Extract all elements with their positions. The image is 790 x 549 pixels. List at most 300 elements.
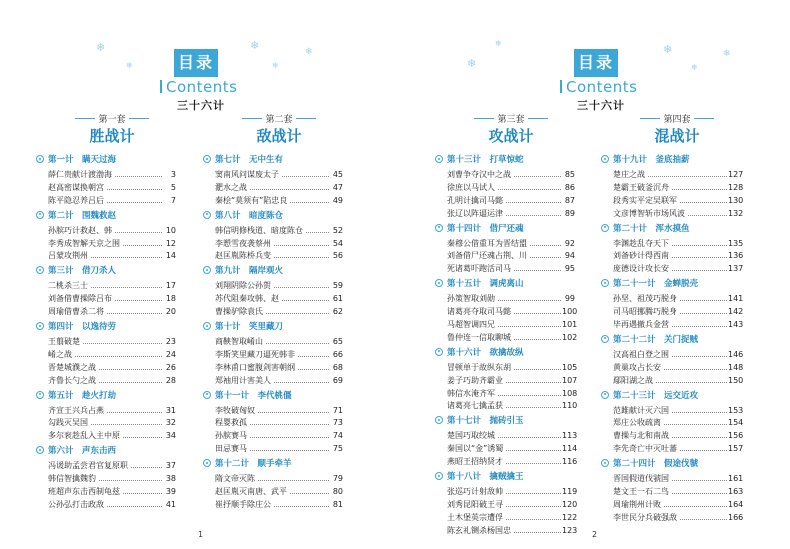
entry-page-number: 142: [728, 307, 744, 317]
entry-page-number: 79: [330, 474, 343, 484]
entry-page-number: 123: [562, 525, 578, 535]
set-title: 混战计: [654, 127, 700, 145]
entry-title: 庞德设计攻长安: [613, 264, 669, 274]
entry-title: 晋国假道伐虢国: [613, 474, 669, 484]
toc-entry[interactable]: [36, 170, 176, 180]
toc-entry[interactable]: [435, 307, 578, 317]
right-page: [395, 0, 790, 549]
toc-column: [601, 114, 744, 526]
set-label: [447, 114, 575, 126]
snowflake-icon: ❄: [305, 47, 313, 57]
entry-page-number: 28: [163, 376, 176, 386]
entry-title: 孔明计擒司马懿: [447, 195, 503, 205]
entry-page-number: 110: [562, 401, 578, 411]
toc-entry[interactable]: [601, 362, 744, 373]
snowflake-icon: ❄: [723, 49, 731, 59]
toc-entry[interactable]: [36, 307, 176, 317]
entry-page-number: 154: [728, 418, 744, 428]
toc-entry[interactable]: [435, 239, 575, 249]
toc-entry[interactable]: [203, 251, 343, 261]
chapter-heading[interactable]: [601, 222, 741, 236]
toc-entry[interactable]: [203, 294, 343, 304]
entry-page-number: 26: [163, 363, 176, 373]
entry-page-number: 62: [330, 307, 343, 317]
entry-title: 鲁仲连一信取聊城: [447, 332, 511, 342]
chapter-heading[interactable]: [203, 264, 343, 278]
entry-title: 汉高祖白登之围: [613, 349, 669, 359]
entry-title: 韩信明修栈道、暗度陈仓: [215, 225, 303, 235]
chapter-title: 第六计 声东击西: [48, 446, 117, 457]
toc-entry[interactable]: [601, 375, 744, 386]
toc-entry[interactable]: [601, 418, 744, 428]
toc-entry[interactable]: [435, 251, 575, 261]
toc-entry[interactable]: [203, 376, 343, 386]
chapter-heading[interactable]: [435, 414, 575, 428]
entry-page-number: 119: [562, 487, 578, 497]
toc-entry[interactable]: [435, 499, 578, 510]
page-number: 1: [198, 530, 204, 539]
entry-page-number: 116: [562, 457, 578, 467]
toc-entry[interactable]: [203, 363, 343, 373]
page-number: 2: [592, 530, 598, 539]
book-title: 三十六计: [177, 99, 225, 112]
bullet-icon: [36, 211, 44, 219]
entry-page-number: 3: [163, 170, 176, 180]
bullet-icon: [435, 224, 443, 232]
entry-page-number: 14: [163, 251, 176, 261]
entry-title: 吕蒙攻荆州: [48, 251, 88, 261]
entry-title: 刘翔阴除公孙贺: [215, 281, 271, 291]
bullet-icon: [36, 155, 44, 163]
toc-entry[interactable]: [435, 209, 575, 219]
entry-title: 郑袖用计害美人: [215, 375, 271, 385]
entry-page-number: 102: [562, 332, 578, 342]
bullet-icon: [601, 335, 609, 343]
toc-entry[interactable]: [203, 170, 343, 180]
chapter-heading[interactable]: [203, 320, 343, 334]
toc-entry[interactable]: [36, 418, 176, 428]
entry-title: 李先奇亡中灭吐蕃: [613, 444, 677, 454]
toc-entry[interactable]: [601, 320, 744, 330]
entry-page-number: 95: [562, 264, 575, 274]
entry-page-number: 74: [330, 431, 343, 441]
toc-entry[interactable]: [36, 196, 176, 206]
toc-entry[interactable]: [435, 512, 578, 523]
book-title: 三十六计: [577, 99, 625, 112]
toc-entry[interactable]: [36, 406, 176, 416]
entry-title: 黄巢攻占长安: [613, 362, 661, 372]
entry-title: 徐庶以马试人: [447, 182, 495, 192]
toc-entry[interactable]: [36, 461, 176, 471]
toc-entry[interactable]: [203, 474, 343, 484]
toc-entry[interactable]: [203, 500, 343, 510]
toc-entry[interactable]: [203, 183, 343, 193]
entry-title: 多尔衮趁乱入主中原: [48, 431, 120, 441]
toc-entry[interactable]: [601, 238, 744, 249]
toc-entry[interactable]: [203, 196, 343, 206]
snowflake-icon: ❄: [272, 61, 279, 70]
toc-entry[interactable]: [36, 239, 176, 249]
toc-entry[interactable]: [203, 281, 343, 291]
bullet-icon: [36, 391, 44, 399]
toc-entry[interactable]: [36, 337, 176, 347]
chapter-heading[interactable]: [435, 222, 575, 236]
chapter-title: 第二十一计 金蝉脱壳: [613, 279, 699, 290]
chapter-heading[interactable]: [36, 209, 176, 223]
toc-entry[interactable]: [601, 405, 744, 416]
toc-entry[interactable]: [435, 444, 578, 454]
entry-title: 窦南风问谋废太子: [215, 170, 279, 179]
entry-title: 曹操与北和南战: [613, 431, 669, 441]
contents-label: Contents: [160, 78, 260, 96]
toc-entry[interactable]: [203, 487, 343, 497]
toc-entry[interactable]: [601, 307, 744, 317]
entry-title: 陈平隐忍养吕后: [48, 195, 104, 205]
toc-column: [435, 114, 578, 539]
entry-title: 文彦博智斩市场风波: [613, 208, 685, 218]
entry-page-number: 45: [330, 170, 343, 180]
bullet-icon: [435, 472, 443, 480]
chapter-heading[interactable]: [601, 457, 741, 471]
snowflake-icon: ❄: [663, 43, 673, 56]
entry-page-number: 148: [728, 362, 744, 372]
entry-title: 赵匡胤灭南唐、武平: [215, 487, 287, 497]
chapter-heading[interactable]: [435, 470, 575, 484]
entry-page-number: 114: [562, 444, 578, 454]
bullet-icon: [36, 266, 44, 274]
chapter-heading[interactable]: [435, 346, 575, 360]
entry-page-number: 10: [163, 226, 176, 236]
entry-page-number: 12: [163, 239, 176, 249]
entry-page-number: 20: [163, 307, 176, 317]
toc-entry[interactable]: [203, 418, 343, 428]
toc-entry[interactable]: [36, 251, 176, 261]
entry-title: 孙膑赛马: [215, 431, 247, 441]
entry-title: 司马昭挪腾巧脱身: [613, 307, 677, 317]
entry-title: 班超声东击西制龟兹: [48, 487, 120, 497]
toc-entry[interactable]: [601, 264, 744, 274]
entry-page-number: 100: [562, 307, 578, 317]
snowflake-icon: ❄: [691, 63, 698, 72]
entry-title: 李愬雪夜袭蔡州: [215, 238, 271, 248]
entry-title: 齐宣王兴兵占燕: [48, 405, 104, 415]
toc-entry[interactable]: [435, 320, 578, 330]
entry-page-number: 69: [330, 376, 343, 386]
chapter-heading[interactable]: [36, 153, 176, 167]
chapter-title: 第十三计 打草惊蛇: [447, 155, 524, 165]
toc-entry[interactable]: [36, 500, 176, 510]
entry-page-number: 7: [163, 196, 176, 206]
toc-entry[interactable]: [435, 196, 575, 206]
set-title: 胜战计: [89, 127, 135, 145]
entry-page-number: 136: [728, 251, 744, 261]
chapter-heading[interactable]: [36, 389, 176, 403]
entry-page-number: 31: [163, 406, 176, 416]
chapter-title: 第四计 以逸待劳: [48, 322, 117, 333]
entry-title: 楚庄之战: [613, 170, 645, 179]
entry-title: 王翦破楚: [48, 337, 80, 347]
chapter-heading[interactable]: [601, 333, 741, 347]
entry-title: 张巡巧计射敌帅: [447, 487, 503, 497]
toc-header: [550, 36, 660, 126]
chapter-heading[interactable]: [203, 457, 343, 471]
toc-entry[interactable]: [435, 332, 578, 343]
toc-entry[interactable]: [435, 294, 575, 304]
chapter-heading[interactable]: [203, 389, 343, 403]
toc-entry[interactable]: [601, 251, 744, 261]
chapter-title: 第十一计 李代桃僵: [215, 390, 292, 401]
toc-entry[interactable]: [203, 307, 343, 317]
toc-entry[interactable]: [601, 512, 744, 523]
chapter-title: 第十二计 顺手牵羊: [215, 459, 292, 470]
entry-page-number: 54: [330, 239, 343, 249]
entry-page-number: 157: [728, 444, 744, 454]
toc-entry[interactable]: [36, 294, 176, 304]
entry-title: 二桃杀三士: [48, 281, 88, 291]
toc-entry[interactable]: [36, 474, 176, 484]
entry-page-number: 127: [728, 170, 744, 179]
toc-entry[interactable]: [601, 474, 744, 484]
entry-page-number: 101: [562, 320, 578, 330]
toc-entry[interactable]: [601, 444, 744, 454]
entry-title: 张辽以阵逼运津: [447, 208, 503, 218]
toc-title: 目录: [574, 49, 618, 77]
toc-entry[interactable]: [36, 350, 176, 360]
entry-title: 韩信智擒魏豹: [48, 474, 96, 484]
toc-entry[interactable]: [36, 281, 176, 291]
chapter-title: 第十六计 欲擒故纵: [447, 347, 524, 358]
toc-entry[interactable]: [203, 239, 343, 249]
toc-entry[interactable]: [203, 431, 343, 441]
toc-entry[interactable]: [36, 363, 176, 373]
toc-entry[interactable]: [601, 195, 744, 206]
toc-entry[interactable]: [203, 406, 343, 416]
chapter-title: 第十八计 擒贼擒王: [447, 472, 524, 483]
entry-page-number: 66: [330, 350, 343, 360]
chapter-heading[interactable]: [203, 209, 343, 223]
entry-title: 崔抒顺手除庄公: [215, 499, 271, 509]
entry-page-number: 135: [728, 238, 744, 248]
toc-entry[interactable]: [36, 376, 176, 386]
toc-entry[interactable]: [435, 431, 578, 441]
entry-page-number: 37: [163, 461, 176, 471]
chapter-heading[interactable]: [435, 153, 575, 167]
entry-page-number: 130: [728, 195, 744, 205]
toc-entry[interactable]: [435, 362, 578, 373]
chapter-heading[interactable]: [36, 320, 176, 334]
chapter-heading[interactable]: [203, 153, 343, 167]
toc-entry[interactable]: [601, 431, 744, 441]
chapter-heading[interactable]: [601, 389, 741, 403]
toc-entry[interactable]: [601, 294, 744, 304]
chapter-heading[interactable]: [36, 444, 176, 458]
set-title: 攻战计: [488, 127, 534, 145]
entry-title: 赵高密谋换朝宫: [48, 182, 104, 192]
entry-title: 秦穆公借重耳为晋结盟: [447, 238, 527, 248]
bullet-icon: [203, 266, 211, 274]
toc-entry[interactable]: [203, 226, 343, 236]
entry-page-number: 56: [330, 251, 343, 261]
entry-title: 郑庄公收疏离: [613, 418, 661, 428]
chapter-heading[interactable]: [435, 277, 575, 291]
entry-page-number: 65: [330, 337, 343, 347]
entry-page-number: 75: [330, 444, 343, 454]
entry-title: 楚国巧取绞城: [447, 431, 495, 441]
chapter-title: 第三计 借刀杀人: [48, 266, 117, 277]
entry-title: 隋文帝灭陈: [215, 474, 255, 484]
entry-page-number: 128: [728, 182, 744, 192]
entry-page-number: 85: [562, 170, 575, 180]
snowflake-icon: ❄: [250, 39, 260, 52]
toc-entry[interactable]: [435, 457, 578, 467]
toc-entry[interactable]: [36, 226, 176, 236]
bullet-icon: [435, 416, 443, 424]
set-label: [613, 114, 741, 126]
chapter-title: 第十九计 釜底抽薪: [613, 155, 690, 165]
entry-page-number: 39: [163, 487, 176, 497]
entry-page-number: 61: [330, 294, 343, 304]
entry-page-number: 41: [163, 500, 176, 510]
entry-page-number: 24: [163, 350, 176, 360]
entry-page-number: 23: [163, 337, 176, 347]
entry-title: 诸葛亮七擒孟获: [447, 401, 503, 411]
snowflake-icon: ❄: [96, 41, 106, 54]
toc-entry[interactable]: [601, 499, 744, 510]
entry-title: 李世民分兵破强敌: [613, 512, 677, 522]
set-label-text: 第二套: [265, 115, 293, 125]
toc-entry[interactable]: [36, 487, 176, 497]
entry-page-number: 141: [728, 294, 744, 304]
snowflake-icon: ❄: [467, 57, 477, 70]
chapter-title: 第七计 无中生有: [215, 155, 284, 165]
entry-page-number: 107: [562, 375, 578, 385]
toc-entry[interactable]: [435, 487, 578, 497]
chapter-title: 第二十四计 假途伐虢: [613, 459, 699, 470]
snowflake-icon: ❄: [126, 61, 133, 70]
toc-entry[interactable]: [601, 349, 744, 360]
set-label: [215, 114, 343, 126]
entry-title: 刘备借曹操除吕布: [48, 294, 112, 304]
entry-page-number: 120: [562, 499, 578, 509]
toc-entry[interactable]: [601, 170, 744, 180]
entry-title: 刘备借尸还魂占荆、川: [447, 251, 527, 261]
entry-title: 赵匡胤陈桥兵变: [215, 251, 271, 261]
toc-entry[interactable]: [601, 182, 744, 193]
entry-page-number: 68: [330, 363, 343, 373]
entry-title: 死诸葛吓跑活司马: [447, 264, 511, 274]
entry-page-number: 94: [562, 251, 575, 261]
entry-page-number: 32: [163, 418, 176, 428]
entry-title: 范雎献计灭六国: [613, 405, 669, 415]
entry-page-number: 49: [330, 196, 343, 206]
toc-entry[interactable]: [203, 350, 343, 360]
chapter-heading[interactable]: [36, 264, 176, 278]
toc-entry[interactable]: [36, 431, 176, 441]
entry-title: 冯谖助孟尝君官复原职: [48, 461, 128, 471]
entry-title: 诸葛亮夺取司马懿: [447, 307, 511, 317]
bullet-icon: [203, 391, 211, 399]
entry-title: 晋楚城濮之战: [48, 362, 96, 372]
toc-entry[interactable]: [435, 388, 578, 399]
entry-page-number: 89: [562, 209, 575, 219]
entry-title: 刘秀昆阳破王寻: [447, 499, 503, 509]
entry-title: 刘备砂计得西南: [613, 251, 669, 261]
bullet-icon: [601, 391, 609, 399]
toc-entry[interactable]: [435, 264, 575, 274]
toc-entry[interactable]: [203, 337, 343, 347]
entry-title: 秦国以“金”诱蜀: [447, 444, 504, 454]
entry-title: 公孙弘打击政敌: [48, 499, 104, 509]
chapter-title: 第二十三计 远交近攻: [613, 390, 699, 401]
entry-title: 楚霸王破釜沉舟: [613, 182, 669, 192]
entry-page-number: 80: [330, 487, 343, 497]
toc-entry[interactable]: [435, 401, 578, 411]
entry-page-number: 164: [728, 499, 744, 509]
set-label-text: 第四套: [663, 115, 691, 125]
entry-title: 李渊趁乱夺天下: [613, 238, 669, 248]
entry-page-number: 47: [330, 183, 343, 193]
entry-page-number: 156: [728, 431, 744, 441]
entry-title: 周瑜借曹杀二将: [48, 307, 104, 317]
bullet-icon: [203, 459, 211, 467]
toc-entry[interactable]: [601, 208, 744, 219]
bullet-icon: [435, 348, 443, 356]
entry-page-number: 153: [728, 405, 744, 415]
entry-page-number: 71: [330, 406, 343, 416]
entry-page-number: 146: [728, 349, 744, 359]
chapter-title: 第五计 趁火打劫: [48, 390, 117, 401]
bullet-icon: [203, 322, 211, 330]
chapter-title: 第二十计 浑水摸鱼: [613, 223, 690, 234]
toc-entry[interactable]: [601, 487, 744, 497]
chapter-title: 第十七计 抛砖引玉: [447, 416, 524, 427]
entry-title: 燕昭王招纳贤才: [447, 457, 503, 467]
toc-entry[interactable]: [36, 183, 176, 193]
entry-title: 马超智调四兄: [447, 320, 495, 330]
toc-entry[interactable]: [203, 444, 343, 454]
toc-entry[interactable]: [435, 170, 575, 180]
set-label-text: 第一套: [98, 115, 126, 125]
entry-page-number: 86: [562, 183, 575, 193]
entry-page-number: 34: [163, 431, 176, 441]
chapter-title: 第二十二计 关门捉贼: [613, 334, 699, 345]
chapter-heading[interactable]: [601, 277, 741, 291]
entry-page-number: 81: [330, 500, 343, 510]
entry-title: 鄢阳湖之战: [613, 375, 653, 385]
entry-page-number: 52: [330, 226, 343, 236]
entry-page-number: 99: [562, 294, 575, 304]
entry-title: 淝水之战: [215, 182, 247, 192]
toc-entry[interactable]: [435, 525, 578, 536]
entry-title: 段秀实平定吴联军: [613, 195, 677, 205]
entry-title: 韩信水淹齐军: [447, 388, 495, 398]
toc-column: [203, 114, 343, 513]
chapter-title: 第十四计 借尸还魂: [447, 223, 524, 234]
entry-title: 毕再遇撤兵金营: [613, 320, 669, 330]
chapter-heading[interactable]: [601, 153, 741, 167]
entry-title: 冒顿单于故纵东胡: [447, 362, 511, 372]
entry-title: 姜子巧助齐霸业: [447, 375, 503, 385]
chapter-title: 第十五计 调虎离山: [447, 279, 524, 290]
entry-page-number: 122: [562, 512, 578, 522]
toc-entry[interactable]: [435, 183, 575, 193]
entry-page-number: 38: [163, 474, 176, 484]
entry-page-number: 113: [562, 431, 578, 441]
bullet-icon: [435, 279, 443, 287]
toc-entry[interactable]: [435, 375, 578, 386]
entry-page-number: 105: [562, 362, 578, 372]
entry-page-number: 163: [728, 487, 744, 497]
